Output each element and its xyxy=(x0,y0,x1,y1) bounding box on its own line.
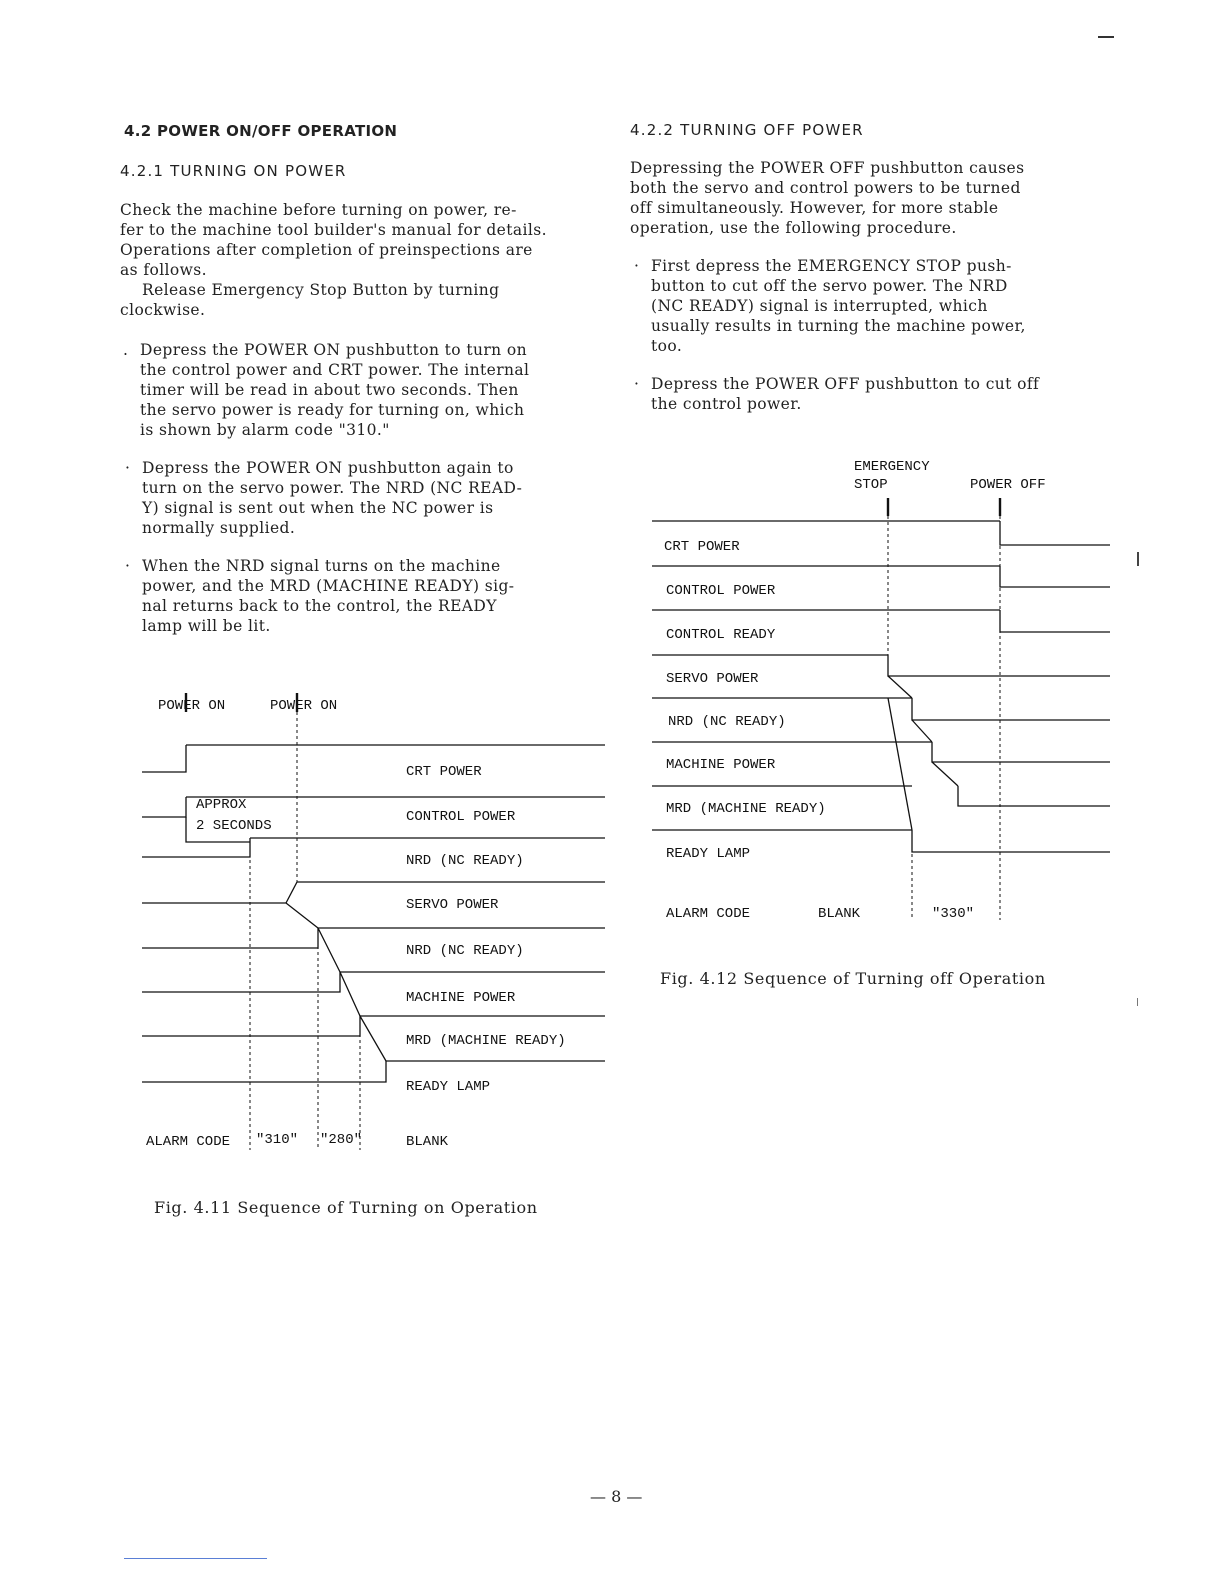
signal-label: NRD (NC READY) xyxy=(668,714,786,730)
bullet-line: Y) signal is sent out when the NC power is xyxy=(142,499,494,517)
alarm-code-330: "330" xyxy=(932,906,975,922)
bullet-line: lamp will be lit. xyxy=(142,617,271,635)
intro-line: off simultaneously. However, for more stable xyxy=(630,199,999,217)
bullet-line: is shown by alarm code "310." xyxy=(140,421,390,439)
bullet-line: turn on the servo power. The NRD (NC READ- xyxy=(142,479,523,497)
intro-line: Release Emergency Stop Button by turning xyxy=(142,281,500,299)
intro-line: clockwise. xyxy=(120,301,206,319)
signal-label: CONTROL POWER xyxy=(666,583,776,599)
waveform-mrd-diagonal xyxy=(888,698,912,830)
bullet-marker: . xyxy=(123,341,129,359)
waveform-control-power-off xyxy=(1000,566,1110,587)
signal-label: CONTROL POWER xyxy=(406,809,516,825)
bullet-line: When the NRD signal turns on the machine xyxy=(142,557,501,575)
signal-label: READY LAMP xyxy=(666,846,751,862)
bullet-line: nal returns back to the control, the READY xyxy=(142,597,497,615)
bullet-marker: · xyxy=(125,557,131,575)
intro-line: Check the machine before turning on power, re- xyxy=(120,201,517,219)
signal-label: MRD (MACHINE READY) xyxy=(406,1033,566,1049)
figure-caption-on: Fig. 4.11 Sequence of Turning on Operation xyxy=(154,1198,538,1217)
waveform-nrd-fall xyxy=(912,720,932,742)
section-title: 4.2 POWER ON/OFF OPERATION xyxy=(124,122,398,140)
signal-label: MACHINE POWER xyxy=(666,757,776,773)
alarm-code-310: "310" xyxy=(256,1132,299,1148)
waveform-servo-fall xyxy=(888,676,912,698)
bullet-line: Depress the POWER ON pushbutton to turn on xyxy=(140,341,528,359)
waveform-crt-power-off xyxy=(1000,521,1110,545)
label-approx: APPROX xyxy=(196,797,247,813)
signal-label: NRD (NC READY) xyxy=(406,943,524,959)
bullet-line: First depress the EMERGENCY STOP push- xyxy=(651,257,1012,275)
subsection-title-off: 4.2.2 TURNING OFF POWER xyxy=(630,121,864,139)
signal-label: CONTROL READY xyxy=(666,627,776,643)
alarm-code-280: "280" xyxy=(320,1132,363,1148)
alarm-code-blank-off: BLANK xyxy=(818,906,861,922)
signal-label: MACHINE POWER xyxy=(406,990,516,1006)
label-approx-seconds: 2 SECONDS xyxy=(196,818,272,834)
signal-label: SERVO POWER xyxy=(666,671,759,687)
bullet-line: (NC READY) signal is interrupted, which xyxy=(651,297,988,315)
bullet-line: the control power. xyxy=(651,395,802,413)
bullet-line: Depress the POWER OFF pushbutton to cut off xyxy=(651,375,1040,393)
signal-label: NRD (NC READY) xyxy=(406,853,524,869)
waveform-control-ready-off xyxy=(1000,610,1110,632)
bullet-line: normally supplied. xyxy=(142,519,296,537)
bullet-line: the control power and CRT power. The internal xyxy=(140,361,530,379)
label-power-off: POWER OFF xyxy=(970,477,1046,493)
signal-label: MRD (MACHINE READY) xyxy=(666,801,826,817)
waveform-servo-power-off xyxy=(888,655,1110,676)
waveform-mrd-off xyxy=(958,786,1110,806)
signal-label: SERVO POWER xyxy=(406,897,499,913)
intro-line: Depressing the POWER OFF pushbutton causes xyxy=(630,159,1025,177)
alarm-code-label: ALARM CODE xyxy=(146,1134,231,1150)
subsection-title-on: 4.2.1 TURNING ON POWER xyxy=(120,162,347,180)
waveform-nrd-off xyxy=(912,698,1110,720)
alarm-code-label-off: ALARM CODE xyxy=(666,906,751,922)
intro-line: fer to the machine tool builder's manual for details. xyxy=(120,221,547,239)
waveform-machine-power-off xyxy=(932,742,1110,762)
footnote-rule xyxy=(124,1558,267,1559)
signal-label: READY LAMP xyxy=(406,1079,491,1095)
intro-line: as follows. xyxy=(120,261,207,279)
bullet-marker: · xyxy=(634,375,640,393)
signal-label: CRT POWER xyxy=(406,764,482,780)
page-number: — 8 — xyxy=(590,1487,643,1506)
alarm-code-blank: BLANK xyxy=(406,1134,449,1150)
intro-line: Operations after completion of preinspections are xyxy=(120,241,533,259)
intro-line: both the servo and control powers to be turned xyxy=(630,179,1021,197)
scan-mark xyxy=(1137,998,1138,1006)
label-emergency-stop: EMERGENCY xyxy=(854,459,930,475)
figure-caption-off: Fig. 4.12 Sequence of Turning off Operation xyxy=(660,969,1046,988)
label-emergency-stop-2: STOP xyxy=(854,477,888,493)
bullet-line: button to cut off the servo power. The NRD xyxy=(651,277,1008,295)
waveform-ready-lamp-off xyxy=(912,830,1110,852)
bullet-line: the servo power is ready for turning on, which xyxy=(140,401,525,419)
label-power-on-1: POWER ON xyxy=(158,698,226,714)
bullet-line: Depress the POWER ON pushbutton again to xyxy=(142,459,514,477)
intro-line: operation, use the following procedure. xyxy=(630,219,957,237)
bullet-line: too. xyxy=(651,337,683,355)
bullet-line: power, and the MRD (MACHINE READY) sig- xyxy=(142,577,515,595)
scan-mark xyxy=(1137,552,1139,566)
signal-label: CRT POWER xyxy=(664,539,740,555)
bullet-marker: · xyxy=(634,257,640,275)
bullet-line: timer will be read in about two seconds. Then xyxy=(140,381,519,399)
waveform-machine-fall xyxy=(932,762,958,786)
label-power-on-2: POWER ON xyxy=(270,698,338,714)
bullet-marker: · xyxy=(125,459,131,477)
bullet-line: usually results in turning the machine power, xyxy=(651,317,1026,335)
